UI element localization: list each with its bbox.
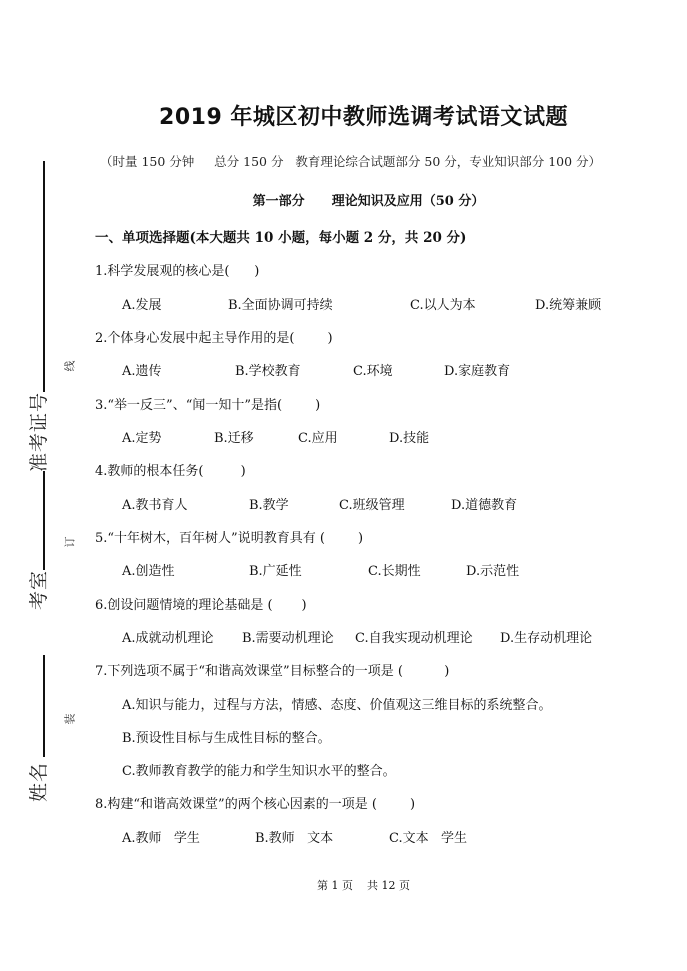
section-heading: 一、单项选择题(本大题共 10 小题，每小题 2 分，共 20 分) <box>95 230 467 246</box>
binding-mark-line: 线 <box>63 360 77 372</box>
option-1c: C.以人为本 <box>410 298 476 313</box>
exam-info: （时量 150 分钟 总分 150 分 教育理论综合试题部分 50 分，专业知识部分 100 分） <box>100 154 602 169</box>
option-1a: A.发展 <box>122 298 162 313</box>
question-1: 1.科学发展观的核心是( ) <box>95 264 260 279</box>
option-5a: A.创造性 <box>122 564 175 579</box>
option-2b: B.学校教育 <box>235 364 301 379</box>
page-title: 2019 年城区初中教师选调考试语文试题 <box>159 105 568 130</box>
question-4: 4.教师的根本任务( ) <box>95 464 246 479</box>
option-8c: C.文本 学生 <box>389 831 468 846</box>
option-2c: C.环境 <box>353 364 393 379</box>
question-6: 6.创设问题情境的理论基础是 ( ) <box>95 598 307 613</box>
question-5: 5.“十年树木，百年树人”说明教育具有 ( ) <box>95 531 364 546</box>
option-7b: B.预设性目标与生成性目标的整合。 <box>122 731 331 746</box>
option-8a: A.教师 学生 <box>122 831 200 846</box>
option-8b: B.教师 文本 <box>255 831 334 846</box>
option-4d: D.道德教育 <box>451 498 518 513</box>
option-1d: D.统筹兼顾 <box>535 298 602 313</box>
option-6d: D.生存动机理论 <box>500 631 593 646</box>
question-2: 2.个体身心发展中起主导作用的是( ) <box>95 331 333 346</box>
option-6c: C.自我实现动机理论 <box>355 631 473 646</box>
option-5b: B.广延性 <box>249 564 302 579</box>
page-number-footer: 第 1 页 共 12 页 <box>317 879 410 892</box>
option-5c: C.长期性 <box>368 564 421 579</box>
option-6a: A.成就动机理论 <box>122 631 214 646</box>
question-7: 7.下列选项不属于“和谐高效课堂”目标整合的一项是 ( ) <box>95 664 450 679</box>
binding-mark-bind: 装 <box>63 713 77 725</box>
binding-line-segment <box>43 471 45 570</box>
option-3c: C.应用 <box>298 431 338 446</box>
exam-id-label: 准考证号 <box>28 391 50 472</box>
option-3d: D.技能 <box>389 431 430 446</box>
option-6b: B.需要动机理论 <box>242 631 334 646</box>
option-4a: A.教书育人 <box>122 498 188 513</box>
option-7a: A.知识与能力，过程与方法，情感、态度、价值观这三维目标的系统整合。 <box>122 698 552 713</box>
option-3b: B.迁移 <box>214 431 254 446</box>
exam-room-label: 考室 <box>28 569 50 610</box>
option-7c: C.教师教育教学的能力和学生知识水平的整合。 <box>122 764 396 779</box>
binding-mark-order: 订 <box>63 536 77 548</box>
option-4c: C.班级管理 <box>339 498 405 513</box>
option-2a: A.遗传 <box>122 364 162 379</box>
part-heading: 第一部分 理论知识及应用（50 分） <box>252 194 485 209</box>
question-8: 8.构建“和谐高效课堂”的两个核心因素的一项是 ( ) <box>95 797 416 812</box>
option-4b: B.教学 <box>249 498 289 513</box>
binding-line-segment <box>43 655 45 757</box>
option-3a: A.定势 <box>122 431 162 446</box>
option-5d: D.示范性 <box>466 564 520 579</box>
option-2d: D.家庭教育 <box>444 364 511 379</box>
name-label: 姓名 <box>28 761 50 802</box>
question-3: 3.“举一反三”、“闻一知十”是指( ) <box>95 398 321 413</box>
option-1b: B.全面协调可持续 <box>228 298 333 313</box>
